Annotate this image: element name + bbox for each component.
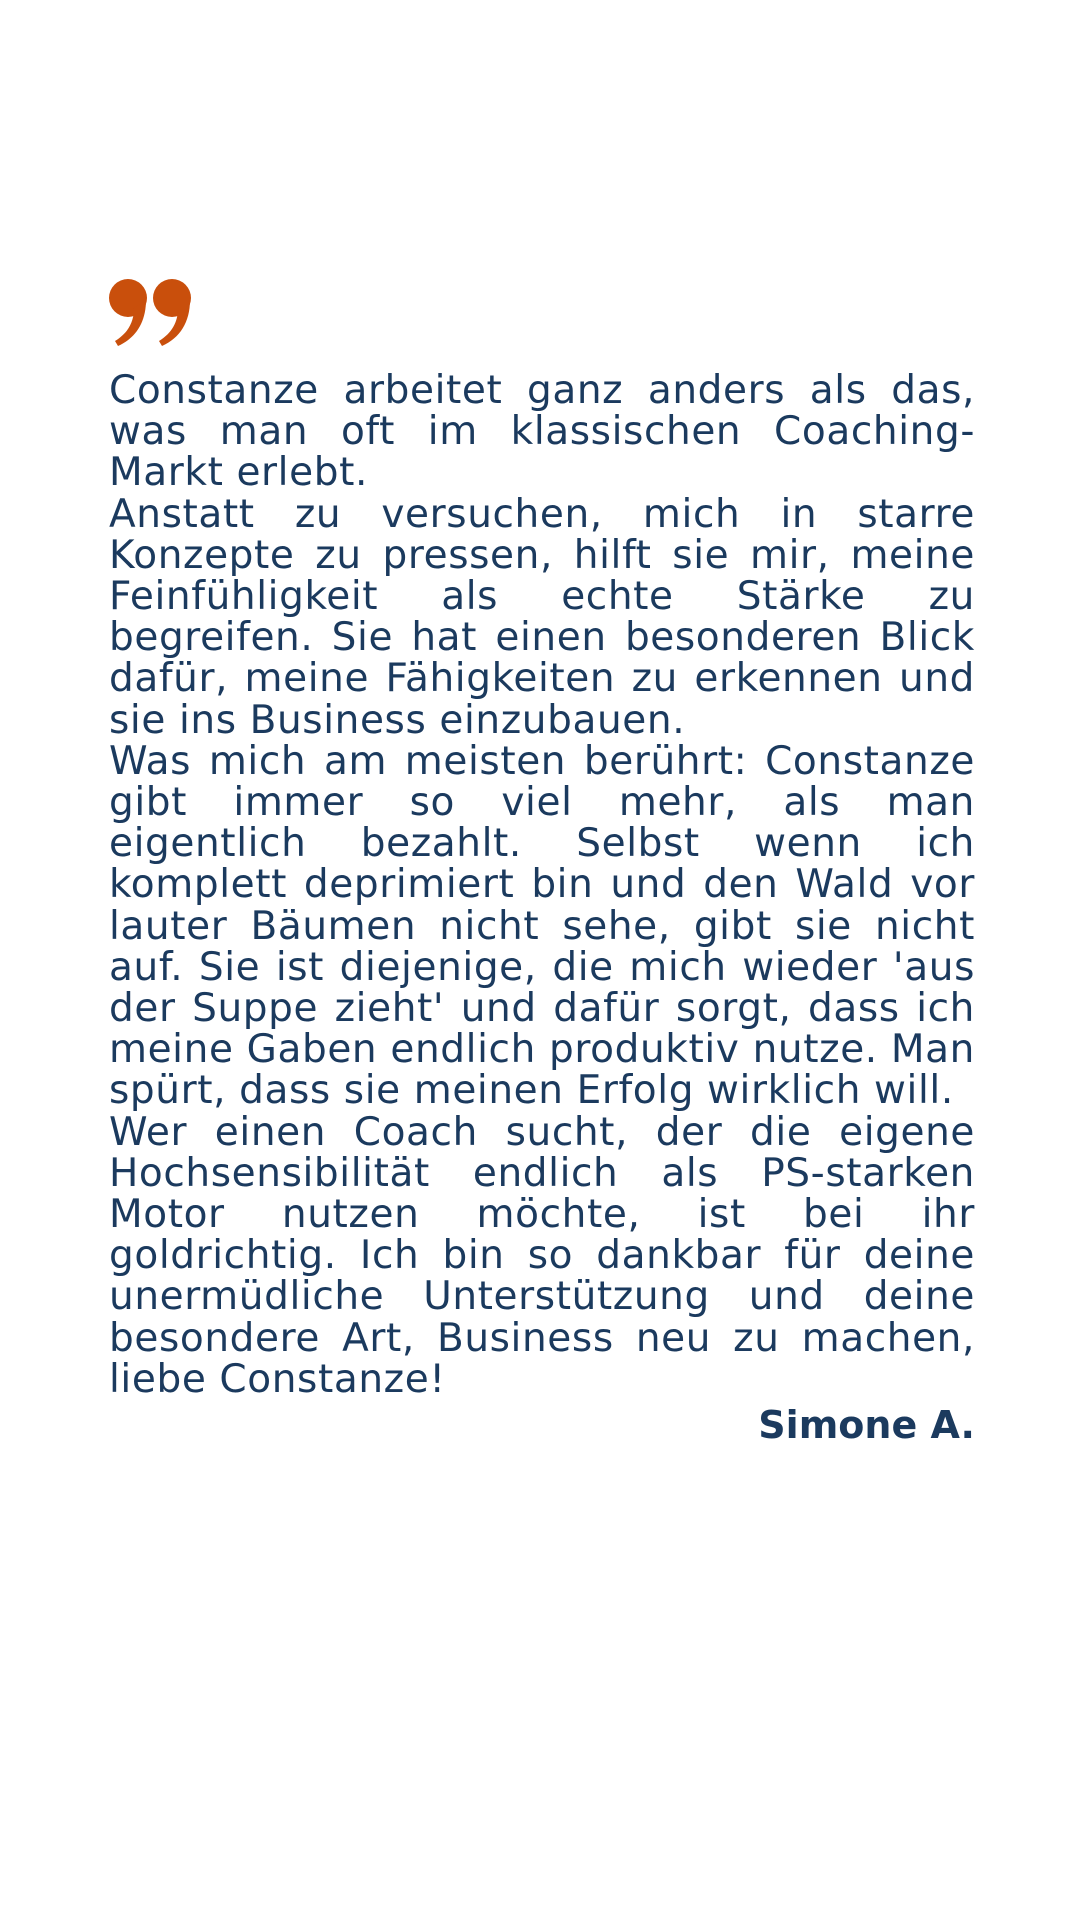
testimonial-text: [109, 370, 975, 1400]
testimonial-paragraph: Anstatt zu versuchen, mich in starre Konzepte zu pressen, hilft sie mir, meine Feinfühligkeit als echte Stärke zu begreifen. Sie hat einen besonderen Blick dafür, meine Fähigkeiten zu erkennen und sie ins Business einzubauen.: [109, 491, 975, 743]
testimonial-paragraph: Was mich am meisten berührt: Constanze gibt immer so viel mehr, als man eigentlich bezahlt. Selbst wenn ich komplett deprimiert bin und den Wald vor lauter Bäumen nicht sehe, gibt sie nicht auf. Sie ist diejenige, die mich wieder 'aus der Suppe zieht' und dafür sorgt, dass ich meine Gaben endlich produktiv nutze. Man spürt, dass sie meinen Erfolg wirklich will.: [109, 738, 975, 1114]
testimonial-author: Simone A.: [758, 1403, 975, 1447]
closing-quote-icon: [108, 278, 196, 348]
testimonial-paragraph: Wer einen Coach sucht, der die eigene Hochsensibilität endlich als PS-starken Motor nutzen möchte, ist bei ihr goldrichtig. Ich bin so dankbar für deine unermüdliche Unterstützung und deine besondere Art, Business neu zu machen, liebe Constanze!: [109, 1109, 975, 1402]
testimonial-paragraph: Constanze arbeitet ganz anders als das, was man oft im klassischen Coaching-Markt erlebt.: [109, 368, 975, 496]
